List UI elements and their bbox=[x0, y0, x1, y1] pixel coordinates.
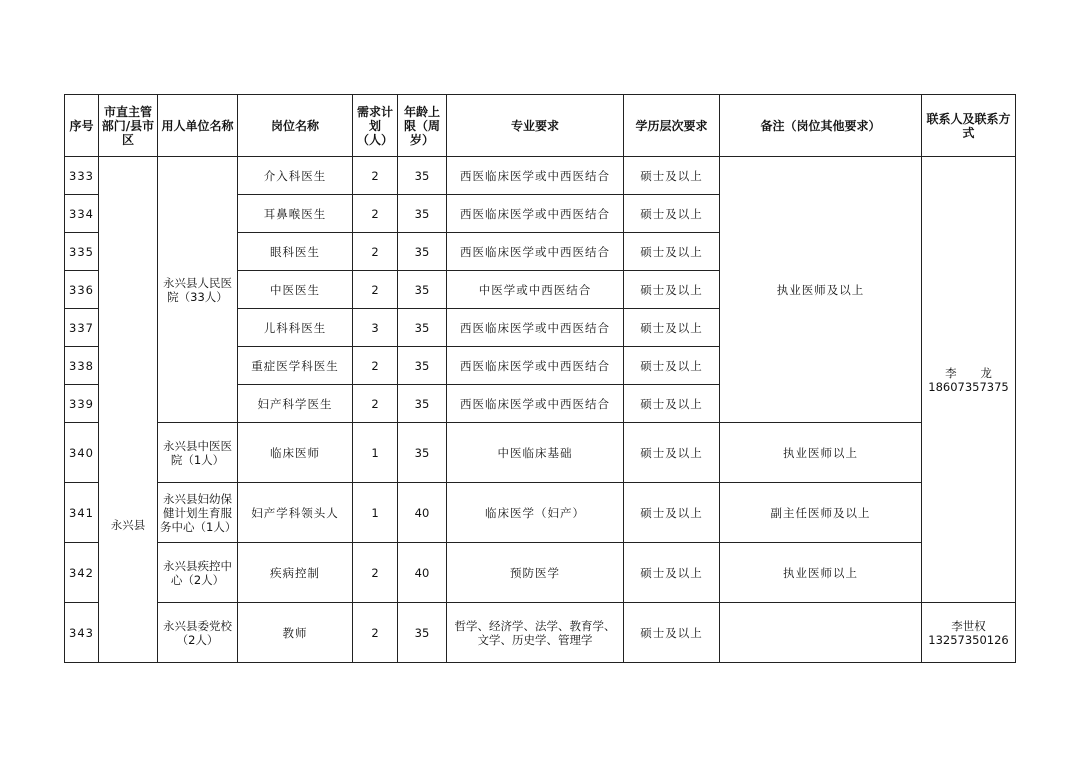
cell-age: 35 bbox=[398, 233, 447, 271]
cell-count: 2 bbox=[353, 233, 398, 271]
cell-major: 哲学、经济学、法学、教育学、文学、历史学、管理学 bbox=[447, 603, 624, 663]
cell-count: 2 bbox=[353, 385, 398, 423]
cell-unit-cdc: 永兴县疾控中心（2人） bbox=[158, 543, 238, 603]
header-dept: 市直主管部门/县市区 bbox=[99, 95, 158, 157]
cell-major: 临床医学（妇产） bbox=[447, 483, 624, 543]
contact-name: 李世权 bbox=[951, 618, 986, 633]
cell-position: 妇产科学医生 bbox=[238, 385, 353, 423]
contact-phone: 13257350126 bbox=[928, 632, 1009, 647]
cell-count: 2 bbox=[353, 271, 398, 309]
cell-education: 硕士及以上 bbox=[624, 233, 720, 271]
cell-contact-1 bbox=[922, 157, 1016, 603]
cell-seq: 338 bbox=[65, 347, 99, 385]
cell-notes: 副主任医师及以上 bbox=[720, 483, 922, 543]
cell-position: 教师 bbox=[238, 603, 353, 663]
cell-position: 中医医生 bbox=[238, 271, 353, 309]
cell-age: 35 bbox=[398, 195, 447, 233]
cell-unit-hospital: 永兴县人民医院（33人） bbox=[158, 157, 238, 423]
header-notes: 备注（岗位其他要求） bbox=[720, 95, 922, 157]
cell-age: 35 bbox=[398, 309, 447, 347]
cell-major: 西医临床医学或中西医结合 bbox=[447, 195, 624, 233]
cell-seq: 336 bbox=[65, 271, 99, 309]
cell-unit-school: 永兴县委党校（2人） bbox=[158, 603, 238, 663]
cell-age: 35 bbox=[398, 271, 447, 309]
cell-seq: 333 bbox=[65, 157, 99, 195]
recruitment-table bbox=[64, 94, 1016, 663]
cell-count: 2 bbox=[353, 195, 398, 233]
cell-position: 临床医师 bbox=[238, 423, 353, 483]
cell-seq: 343 bbox=[65, 603, 99, 663]
cell-education: 硕士及以上 bbox=[624, 347, 720, 385]
header-major: 专业要求 bbox=[447, 95, 624, 157]
cell-seq: 342 bbox=[65, 543, 99, 603]
cell-major: 西医临床医学或中西医结合 bbox=[447, 157, 624, 195]
cell-education: 硕士及以上 bbox=[624, 271, 720, 309]
cell-count: 2 bbox=[353, 347, 398, 385]
header-unit: 用人单位名称 bbox=[158, 95, 238, 157]
cell-age: 35 bbox=[398, 423, 447, 483]
table-row bbox=[65, 603, 1016, 663]
cell-education: 硕士及以上 bbox=[624, 603, 720, 663]
cell-major: 西医临床医学或中西医结合 bbox=[447, 385, 624, 423]
cell-age: 35 bbox=[398, 603, 447, 663]
cell-position: 眼科医生 bbox=[238, 233, 353, 271]
cell-unit-mch: 永兴县妇幼保健计划生育服务中心（1人） bbox=[158, 483, 238, 543]
cell-position: 重症医学科医生 bbox=[238, 347, 353, 385]
cell-seq: 337 bbox=[65, 309, 99, 347]
header-age: 年龄上限（周岁） bbox=[398, 95, 447, 157]
cell-seq: 341 bbox=[65, 483, 99, 543]
cell-position: 耳鼻喉医生 bbox=[238, 195, 353, 233]
cell-position: 介入科医生 bbox=[238, 157, 353, 195]
cell-major: 预防医学 bbox=[447, 543, 624, 603]
cell-major: 中医临床基础 bbox=[447, 423, 624, 483]
cell-age: 40 bbox=[398, 543, 447, 603]
cell-major: 中医学或中西医结合 bbox=[447, 271, 624, 309]
cell-seq: 339 bbox=[65, 385, 99, 423]
cell-major: 西医临床医学或中西医结合 bbox=[447, 233, 624, 271]
cell-notes-merged: 执业医师及以上 bbox=[720, 157, 922, 423]
cell-age: 40 bbox=[398, 483, 447, 543]
header-row bbox=[65, 95, 1016, 157]
table-row bbox=[65, 423, 1016, 483]
cell-count: 3 bbox=[353, 309, 398, 347]
cell-seq: 334 bbox=[65, 195, 99, 233]
cell-unit-tcm: 永兴县中医医院（1人） bbox=[158, 423, 238, 483]
cell-notes: 执业医师以上 bbox=[720, 543, 922, 603]
cell-county: 永兴县 bbox=[99, 157, 158, 663]
cell-education: 硕士及以上 bbox=[624, 543, 720, 603]
cell-notes bbox=[720, 603, 922, 663]
table-row bbox=[65, 543, 1016, 603]
cell-position: 妇产学科领头人 bbox=[238, 483, 353, 543]
cell-major: 西医临床医学或中西医结合 bbox=[447, 309, 624, 347]
header-contact: 联系人及联系方式 bbox=[922, 95, 1016, 157]
table-row bbox=[65, 483, 1016, 543]
cell-seq: 335 bbox=[65, 233, 99, 271]
header-position: 岗位名称 bbox=[238, 95, 353, 157]
cell-education: 硕士及以上 bbox=[624, 309, 720, 347]
table-row bbox=[65, 157, 1016, 195]
contact-name: 李 龙 bbox=[945, 365, 1002, 380]
header-count: 需求计划（人） bbox=[353, 95, 398, 157]
header-education: 学历层次要求 bbox=[624, 95, 720, 157]
cell-age: 35 bbox=[398, 157, 447, 195]
cell-count: 2 bbox=[353, 157, 398, 195]
cell-position: 儿科科医生 bbox=[238, 309, 353, 347]
cell-count: 1 bbox=[353, 483, 398, 543]
cell-age: 35 bbox=[398, 347, 447, 385]
cell-notes: 执业医师以上 bbox=[720, 423, 922, 483]
cell-count: 2 bbox=[353, 603, 398, 663]
cell-education: 硕士及以上 bbox=[624, 385, 720, 423]
contact-phone: 18607357375 bbox=[928, 379, 1009, 394]
cell-major: 西医临床医学或中西医结合 bbox=[447, 347, 624, 385]
cell-count: 2 bbox=[353, 543, 398, 603]
cell-age: 35 bbox=[398, 385, 447, 423]
cell-education: 硕士及以上 bbox=[624, 483, 720, 543]
cell-education: 硕士及以上 bbox=[624, 423, 720, 483]
cell-seq: 340 bbox=[65, 423, 99, 483]
cell-contact-2 bbox=[922, 603, 1016, 663]
cell-education: 硕士及以上 bbox=[624, 195, 720, 233]
cell-count: 1 bbox=[353, 423, 398, 483]
cell-education: 硕士及以上 bbox=[624, 157, 720, 195]
header-seq: 序号 bbox=[65, 95, 99, 157]
cell-position: 疾病控制 bbox=[238, 543, 353, 603]
